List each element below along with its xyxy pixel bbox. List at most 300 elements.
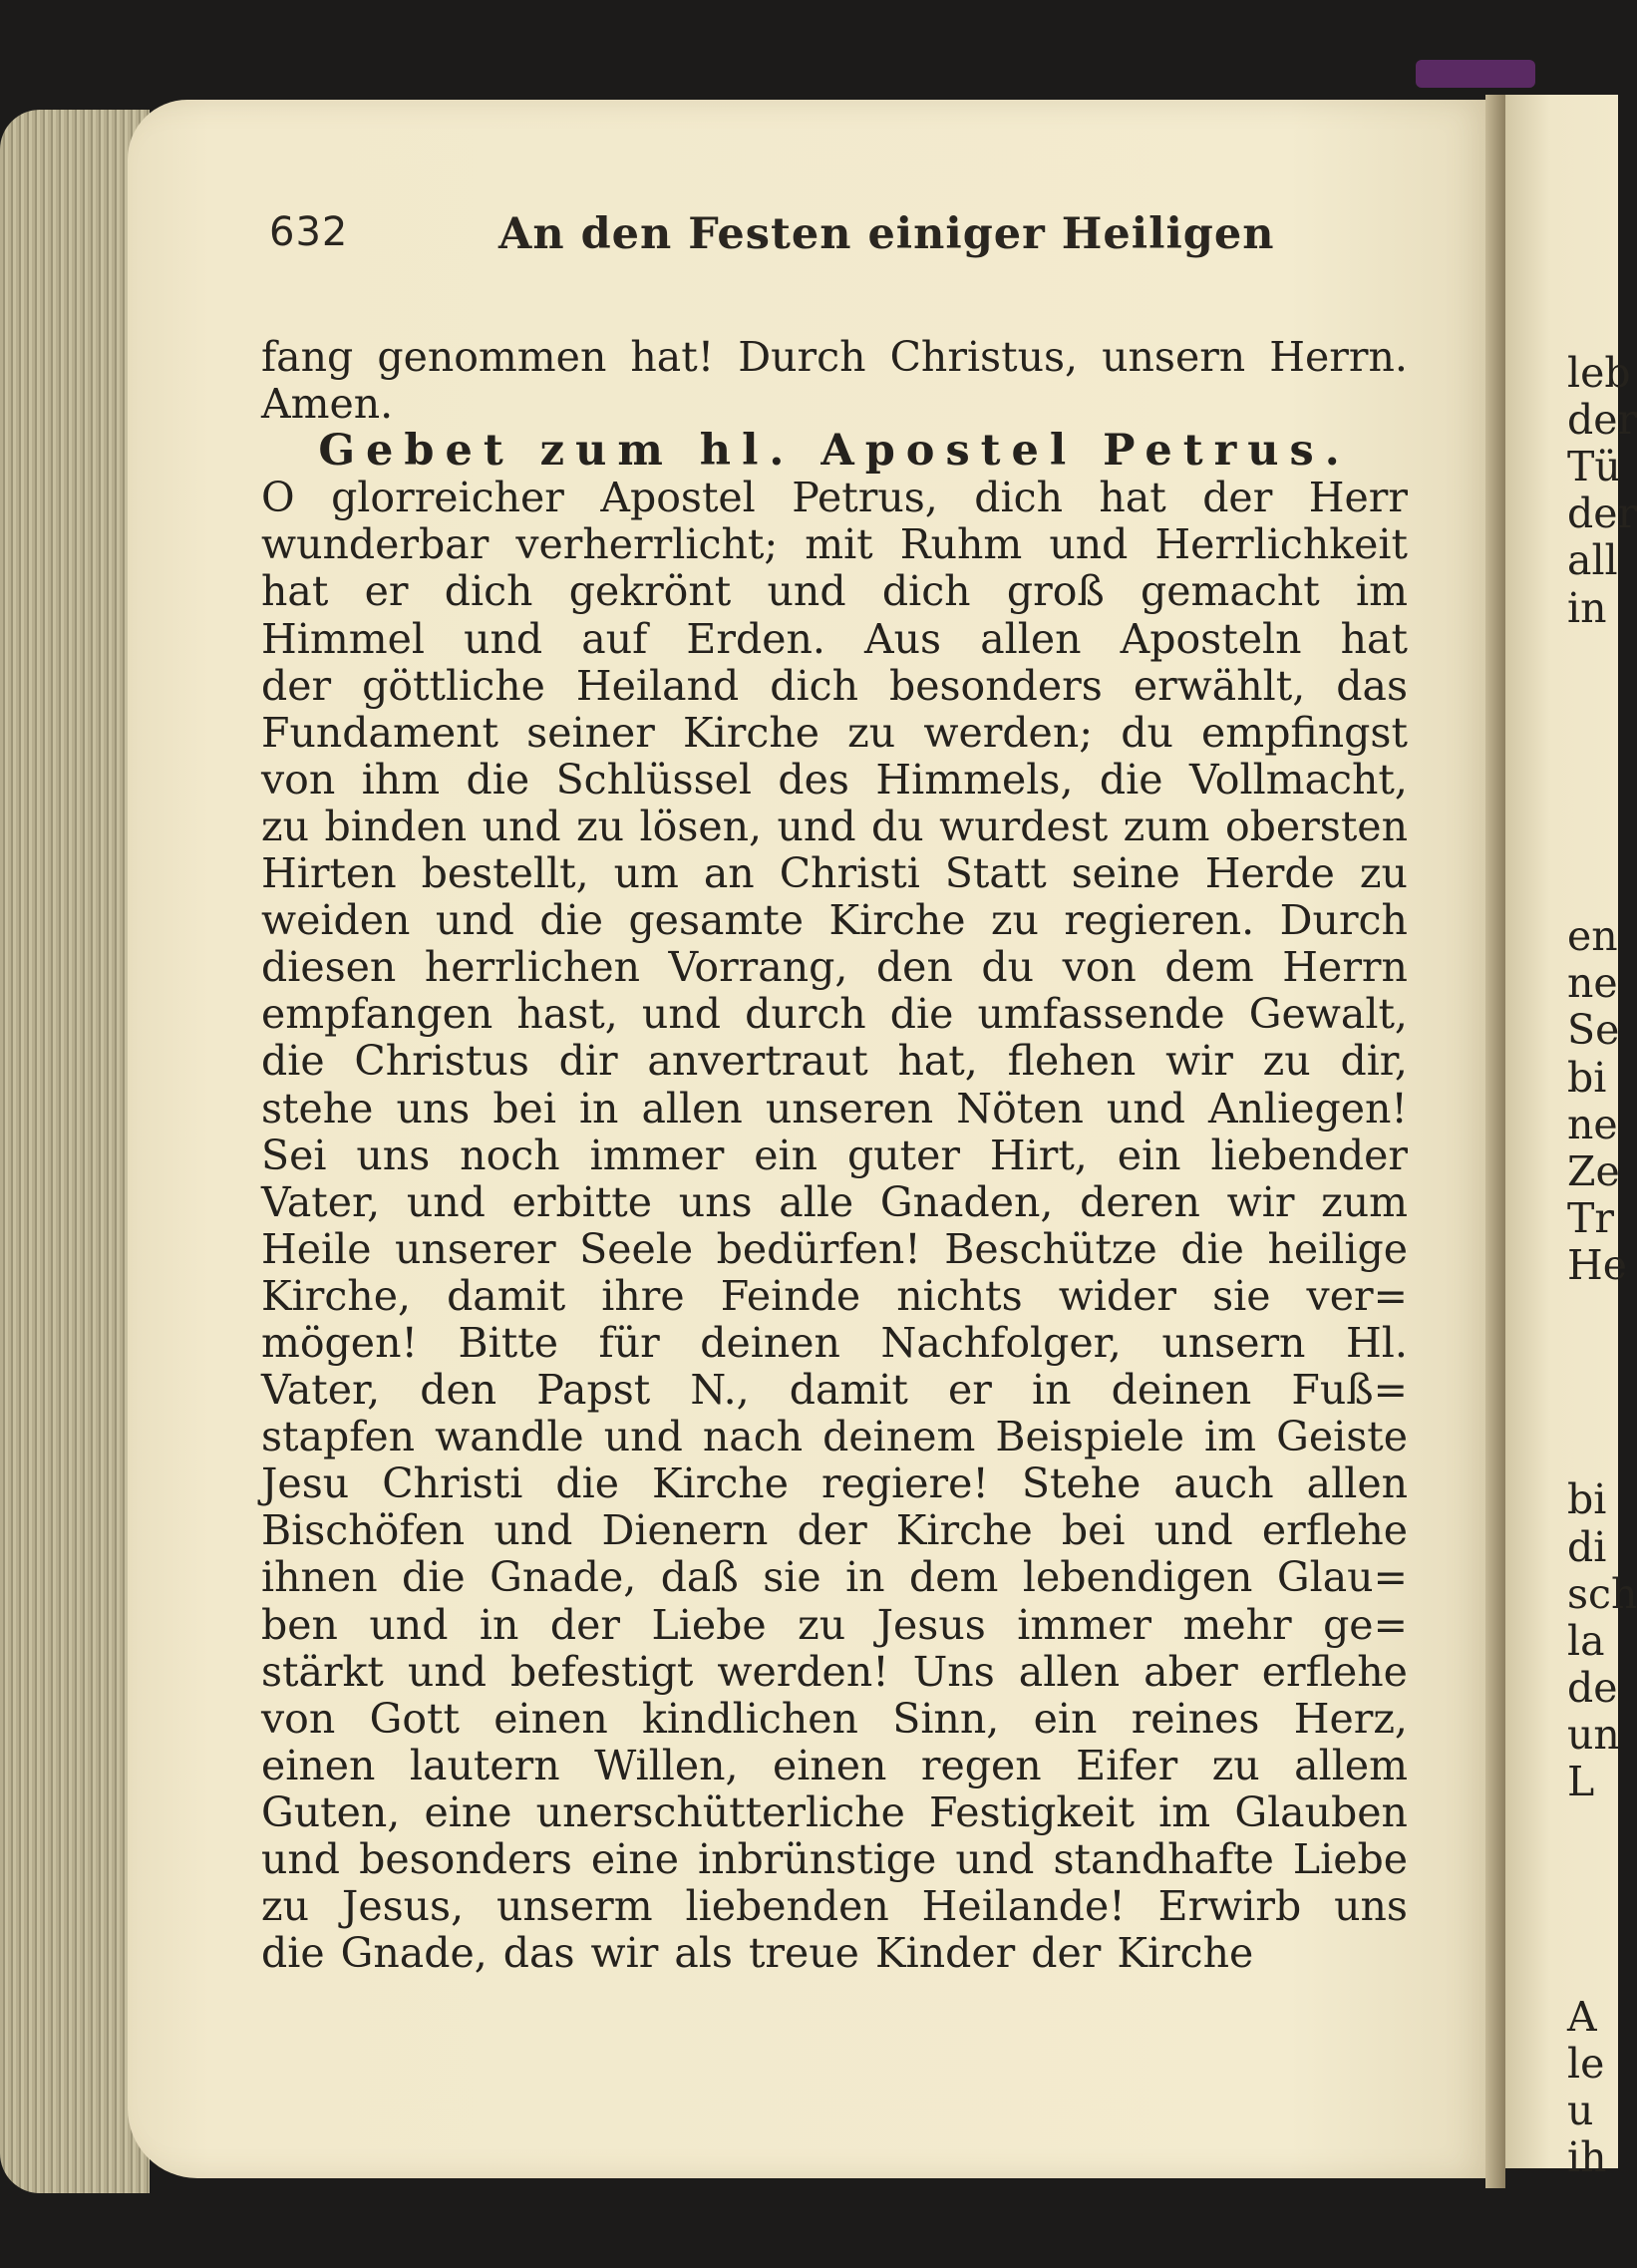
word: unseren — [765, 1084, 934, 1133]
word: Himmels, — [875, 755, 1074, 804]
prayer-text — [261, 334, 1408, 1977]
word: befestigt — [510, 1647, 694, 1696]
word: im — [1204, 1413, 1257, 1461]
word: zu — [798, 1600, 846, 1649]
word: der — [1202, 474, 1273, 522]
word: Eifer — [1076, 1741, 1178, 1789]
word: einen — [493, 1694, 608, 1743]
word: lebendigen — [1022, 1553, 1253, 1602]
text-line — [261, 1649, 1408, 1696]
word: erwählt, — [1133, 661, 1306, 710]
word: empfingst — [1201, 708, 1408, 757]
word: zu — [261, 1882, 310, 1931]
word: dich — [770, 661, 858, 710]
word: werden! — [717, 1647, 889, 1696]
word: herrlichen — [424, 943, 641, 992]
word: und — [1049, 520, 1129, 569]
facing-page-fragment: Se — [1567, 1006, 1620, 1055]
word: Jesus, — [341, 1882, 465, 1931]
word: unserer — [395, 1224, 556, 1273]
word: regiere! — [821, 1459, 989, 1508]
word: obersten — [1225, 802, 1408, 850]
word: von — [261, 755, 336, 804]
word: und — [482, 802, 561, 850]
facing-page-fragment: un — [1567, 1710, 1620, 1759]
word: zu — [1359, 849, 1408, 898]
word: Guten, — [261, 1787, 401, 1836]
word: in — [845, 1553, 885, 1602]
facing-page-fragment: ne — [1567, 959, 1618, 1008]
text-line — [261, 1460, 1408, 1507]
word: glorreicher — [331, 474, 564, 522]
word: deinen — [700, 1318, 840, 1367]
word: Ruhm — [899, 520, 1023, 569]
word: Hl. — [1346, 1318, 1408, 1367]
word: ein — [1033, 1694, 1098, 1743]
word: damit — [447, 1271, 566, 1320]
word: hat — [1099, 474, 1166, 522]
text-line — [261, 757, 1408, 804]
word: und — [435, 896, 514, 945]
word: Petrus, — [792, 474, 938, 522]
facing-page-fragment: Ze — [1567, 1146, 1620, 1195]
word: Heile — [261, 1224, 372, 1273]
word: und — [1106, 1084, 1185, 1133]
word: das — [502, 1929, 575, 1978]
word: liebenden — [685, 1882, 889, 1931]
word: Amen. — [261, 380, 394, 429]
word: immer — [589, 1131, 725, 1179]
word: Hirten — [261, 849, 397, 898]
word: Stehe — [1021, 1459, 1142, 1508]
word: seine — [1071, 849, 1180, 898]
text-line — [261, 850, 1408, 897]
word: Herz, — [1293, 1694, 1408, 1743]
word: werden; — [923, 708, 1094, 757]
text-line — [261, 1086, 1408, 1133]
word: deren — [1080, 1177, 1200, 1226]
text-line — [261, 475, 1408, 521]
word: göttliche — [362, 661, 545, 710]
word: Vater, — [261, 1366, 381, 1415]
word: das — [1336, 661, 1408, 710]
word: erflehe — [1261, 1647, 1408, 1696]
text-line — [261, 334, 1408, 381]
word: gekrönt — [568, 567, 732, 616]
word: ihm — [361, 755, 441, 804]
text-line — [261, 1507, 1408, 1554]
word: Herrlichkeit — [1154, 520, 1408, 569]
word: wir — [590, 1929, 659, 1978]
word: allen — [980, 614, 1082, 663]
word: als — [674, 1929, 733, 1978]
word: damit — [789, 1366, 908, 1415]
word: bedürfen! — [716, 1224, 921, 1273]
word: er — [364, 567, 409, 616]
word: deinen — [1111, 1366, 1252, 1415]
word: Kirche, — [261, 1271, 412, 1320]
text-line — [261, 897, 1408, 944]
word: ihnen — [261, 1553, 378, 1602]
word: Glau= — [1276, 1553, 1408, 1602]
word: Herde — [1204, 849, 1335, 898]
word: und — [1153, 1506, 1233, 1555]
page-number: 632 — [269, 209, 349, 255]
text-line — [261, 1554, 1408, 1601]
word: Himmel — [261, 614, 425, 663]
word: Beschütze — [944, 1224, 1157, 1273]
word: unerschütterliche — [535, 1787, 905, 1836]
word: Vorrang, — [668, 943, 848, 992]
word: und — [603, 1413, 683, 1461]
word: im — [1158, 1787, 1211, 1836]
running-title: An den Festen einiger Heiligen — [498, 209, 1275, 259]
word: wurdest — [939, 802, 1109, 850]
word: Anliegen! — [1207, 1084, 1408, 1133]
word: einen — [773, 1741, 887, 1789]
text-line — [261, 1883, 1408, 1930]
word: um — [613, 849, 679, 898]
word: die — [889, 990, 954, 1039]
word: reines — [1131, 1694, 1260, 1743]
facing-page-fragment: L — [1567, 1758, 1595, 1805]
word: daß — [660, 1553, 739, 1602]
word: auch — [1173, 1459, 1274, 1508]
word: Liebe — [651, 1600, 767, 1649]
text-line — [261, 1836, 1408, 1883]
word: gesamte — [628, 896, 805, 945]
facing-page-fragment: all — [1567, 536, 1618, 585]
facing-page-fragment: Tr — [1567, 1193, 1614, 1242]
word: die — [1180, 1224, 1244, 1273]
word: Gewalt, — [1248, 990, 1408, 1039]
word: zu — [261, 802, 310, 850]
word: uns — [1334, 1882, 1408, 1931]
word: ge= — [1323, 1600, 1408, 1649]
word: zu — [1262, 1037, 1311, 1086]
word: uns — [678, 1177, 753, 1226]
word: den — [420, 1366, 497, 1415]
text-line — [261, 521, 1408, 568]
word: diesen — [261, 943, 397, 992]
text-line — [261, 663, 1408, 710]
text-line — [261, 1930, 1408, 1977]
text-line — [261, 1320, 1408, 1367]
text-line — [261, 710, 1408, 757]
word: flehen — [1007, 1037, 1137, 1086]
word: Aposteln — [1120, 614, 1302, 663]
word: und — [407, 1647, 487, 1696]
word: zum — [1123, 802, 1210, 850]
word: Papst — [536, 1366, 651, 1415]
word: ein — [754, 1131, 818, 1179]
word: immer — [1017, 1600, 1151, 1649]
word: hat! — [630, 333, 715, 381]
word: dich — [444, 567, 533, 616]
word: mögen! — [261, 1318, 418, 1367]
word: Kirche — [828, 896, 966, 945]
word: Christi — [382, 1459, 523, 1508]
word: Bitte — [458, 1318, 558, 1367]
word: die — [466, 755, 530, 804]
word: anvertraut — [647, 1037, 868, 1086]
word: allen — [1306, 1459, 1408, 1508]
word: unsern — [1102, 333, 1246, 381]
text-line — [261, 1133, 1408, 1179]
word: seiner — [526, 708, 655, 757]
word: Uns — [912, 1647, 995, 1696]
word: alle — [779, 1177, 854, 1226]
word: für — [598, 1318, 660, 1367]
word: dem — [909, 1553, 999, 1602]
word: fang — [261, 333, 354, 381]
word: Herr — [1308, 474, 1408, 522]
word: Hirt, — [989, 1131, 1088, 1179]
word: Gnaden, — [879, 1177, 1054, 1226]
word: stehe — [261, 1084, 374, 1133]
word: Feinde — [720, 1271, 861, 1320]
word: sie — [1212, 1271, 1271, 1320]
word: er — [947, 1366, 992, 1415]
facing-page-fragment: der — [1567, 489, 1637, 538]
facing-page-fragment: leb — [1567, 349, 1631, 397]
word: der — [1031, 1929, 1102, 1978]
word: Christus — [354, 1037, 529, 1086]
word: ver= — [1306, 1271, 1408, 1320]
word: des — [778, 755, 849, 804]
word: Apostel — [600, 474, 756, 522]
facing-page-fragment: Tü — [1567, 443, 1621, 491]
word: du — [1121, 708, 1173, 757]
word: dir, — [1340, 1037, 1408, 1086]
facing-page-fragment: bi — [1567, 1053, 1607, 1102]
word: Durch — [1279, 896, 1408, 945]
word: unserm — [496, 1882, 653, 1931]
word: umfassende — [977, 990, 1225, 1039]
word: Aus — [864, 614, 942, 663]
word: Kirche — [652, 1459, 789, 1508]
word: die — [555, 1459, 619, 1508]
text-line — [261, 1179, 1408, 1226]
word: der — [797, 1506, 867, 1555]
text-line — [261, 1273, 1408, 1320]
word: hat, — [897, 1037, 978, 1086]
word: zum — [1321, 1177, 1408, 1226]
word: die — [261, 1929, 325, 1978]
facing-page-fragment: le — [1567, 2039, 1605, 2088]
word: verherrlicht; — [515, 520, 779, 569]
word: Jesu — [261, 1459, 350, 1508]
word: Erden. — [686, 614, 825, 663]
word: du — [981, 943, 1035, 992]
word: guter — [846, 1131, 960, 1179]
word: zu — [847, 708, 896, 757]
facing-page-fragment: He — [1567, 1240, 1628, 1289]
word: hat — [261, 567, 329, 616]
facing-page-fragment: A — [1567, 1992, 1597, 2041]
word: Heilande! — [921, 1882, 1126, 1931]
word: Heiland — [575, 661, 740, 710]
text-line — [261, 1414, 1408, 1460]
book-gutter — [1485, 95, 1505, 2188]
word: Kirche — [895, 1506, 1033, 1555]
word: Kirche — [1117, 1929, 1254, 1978]
word: Herrn. — [1269, 333, 1408, 381]
facing-page-fragment: di — [1567, 1522, 1607, 1571]
facing-page-fragment: in — [1567, 583, 1607, 632]
word: Kirche — [683, 708, 819, 757]
facing-page-fragment: de — [1567, 1663, 1618, 1712]
facing-page-fragment: u — [1567, 2086, 1594, 2134]
word: die — [539, 896, 603, 945]
word: einen — [261, 1741, 376, 1789]
word: heilige — [1267, 1224, 1408, 1273]
word: und — [261, 1835, 341, 1883]
word: Schlüssel — [555, 755, 752, 804]
word: Nachfolger, — [880, 1318, 1122, 1367]
word: stärkt — [261, 1647, 384, 1696]
word: zu — [576, 802, 625, 850]
word: eine — [424, 1787, 512, 1836]
word: in — [578, 1084, 619, 1133]
word: Gnade, — [340, 1929, 488, 1978]
word: nichts — [896, 1271, 1023, 1320]
word: sie — [763, 1553, 821, 1602]
word: mehr — [1182, 1600, 1292, 1649]
word: von — [1062, 943, 1137, 992]
word: liebender — [1210, 1131, 1408, 1179]
word: mit — [805, 520, 873, 569]
word: erbitte — [511, 1177, 653, 1226]
word: genommen — [377, 333, 607, 381]
word: und — [406, 1177, 486, 1226]
word: Festigkeit — [928, 1787, 1136, 1836]
word: im — [1356, 567, 1408, 616]
word: Bischöfen — [261, 1506, 466, 1555]
word: allem — [1294, 1741, 1408, 1789]
word: Statt — [944, 849, 1047, 898]
word: eine — [590, 1835, 679, 1883]
word: Durch — [738, 333, 866, 381]
word: auf — [581, 614, 648, 663]
word: standhafte — [1053, 1835, 1274, 1883]
word: und — [767, 567, 846, 616]
word: Willen, — [594, 1741, 739, 1789]
word: weiden — [261, 896, 411, 945]
word: der — [261, 661, 332, 710]
word: dich — [974, 474, 1063, 522]
word: uns — [396, 1084, 471, 1133]
facing-page-fragment: bi — [1567, 1475, 1607, 1524]
word: lautern — [409, 1741, 560, 1789]
word: nach — [702, 1413, 804, 1461]
word: wir — [1165, 1037, 1233, 1086]
word: Gott — [369, 1694, 460, 1743]
word: Sei — [261, 1131, 327, 1179]
word: und — [369, 1600, 449, 1649]
word: unsern — [1161, 1318, 1306, 1367]
word: N., — [690, 1366, 750, 1415]
word: und — [464, 614, 543, 663]
word: der — [549, 1600, 621, 1649]
word: hast, — [516, 990, 618, 1039]
word: Herrn — [1282, 943, 1408, 992]
text-line — [261, 1696, 1408, 1743]
word: den — [875, 943, 953, 992]
word: du — [871, 802, 924, 850]
word: regen — [920, 1741, 1042, 1789]
word: Seele — [579, 1224, 694, 1273]
word: Vater, — [261, 1177, 381, 1226]
word: durch — [745, 990, 866, 1039]
word: wir — [1226, 1177, 1295, 1226]
word: und — [777, 802, 856, 850]
word: Kinder — [874, 1929, 1016, 1978]
word: die — [1099, 755, 1163, 804]
word: Erwirb — [1157, 1882, 1302, 1931]
word: bei — [492, 1084, 556, 1133]
word: Vollmacht, — [1188, 755, 1408, 804]
word: allen — [1018, 1647, 1121, 1696]
text-line — [261, 1367, 1408, 1414]
word: Fundament — [261, 708, 498, 757]
word: bei — [1061, 1506, 1126, 1555]
text-line — [261, 1743, 1408, 1789]
word: Christus, — [889, 333, 1079, 381]
word: hat — [1340, 614, 1408, 663]
facing-page-fragment: en — [1567, 912, 1618, 961]
facing-page-fragment: sch — [1567, 1569, 1637, 1618]
word: binden — [324, 802, 468, 850]
word: die — [261, 1037, 325, 1086]
word: erflehe — [1261, 1506, 1408, 1555]
word: kindlichen — [642, 1694, 858, 1743]
word: ben — [261, 1600, 338, 1649]
word: wunderbar — [261, 520, 490, 569]
word: gemacht — [1141, 567, 1320, 616]
text-line — [261, 1602, 1408, 1649]
word: Nöten — [956, 1084, 1084, 1133]
facing-page-fragment: la — [1567, 1616, 1605, 1665]
word: empfangen — [261, 990, 493, 1039]
word: Jesus — [876, 1600, 986, 1649]
word: treue — [748, 1929, 859, 1978]
word: Geiste — [1276, 1413, 1408, 1461]
text-line — [261, 616, 1408, 663]
word: O — [261, 474, 295, 522]
word: inbrünstige — [698, 1835, 937, 1883]
word: lösen, — [639, 802, 763, 850]
word: ihre — [601, 1271, 685, 1320]
bookmark-ribbon — [1416, 60, 1535, 88]
text-line — [261, 804, 1408, 850]
word: Gnade, — [490, 1553, 637, 1602]
word: Christi — [779, 849, 920, 898]
text-line — [261, 1038, 1408, 1085]
word: zu — [990, 896, 1039, 945]
facing-page-fragment: der — [1567, 396, 1637, 445]
word: und — [493, 1506, 573, 1555]
facing-page-fragment: ih — [1567, 2132, 1607, 2181]
word: dich — [881, 567, 971, 616]
word: bestellt, — [421, 849, 589, 898]
facing-page-fragment: ne — [1567, 1100, 1618, 1148]
word: in — [479, 1600, 519, 1649]
word: und — [955, 1835, 1035, 1883]
text-line — [261, 1789, 1408, 1836]
page-header — [269, 209, 1416, 269]
word: Glauben — [1234, 1787, 1408, 1836]
